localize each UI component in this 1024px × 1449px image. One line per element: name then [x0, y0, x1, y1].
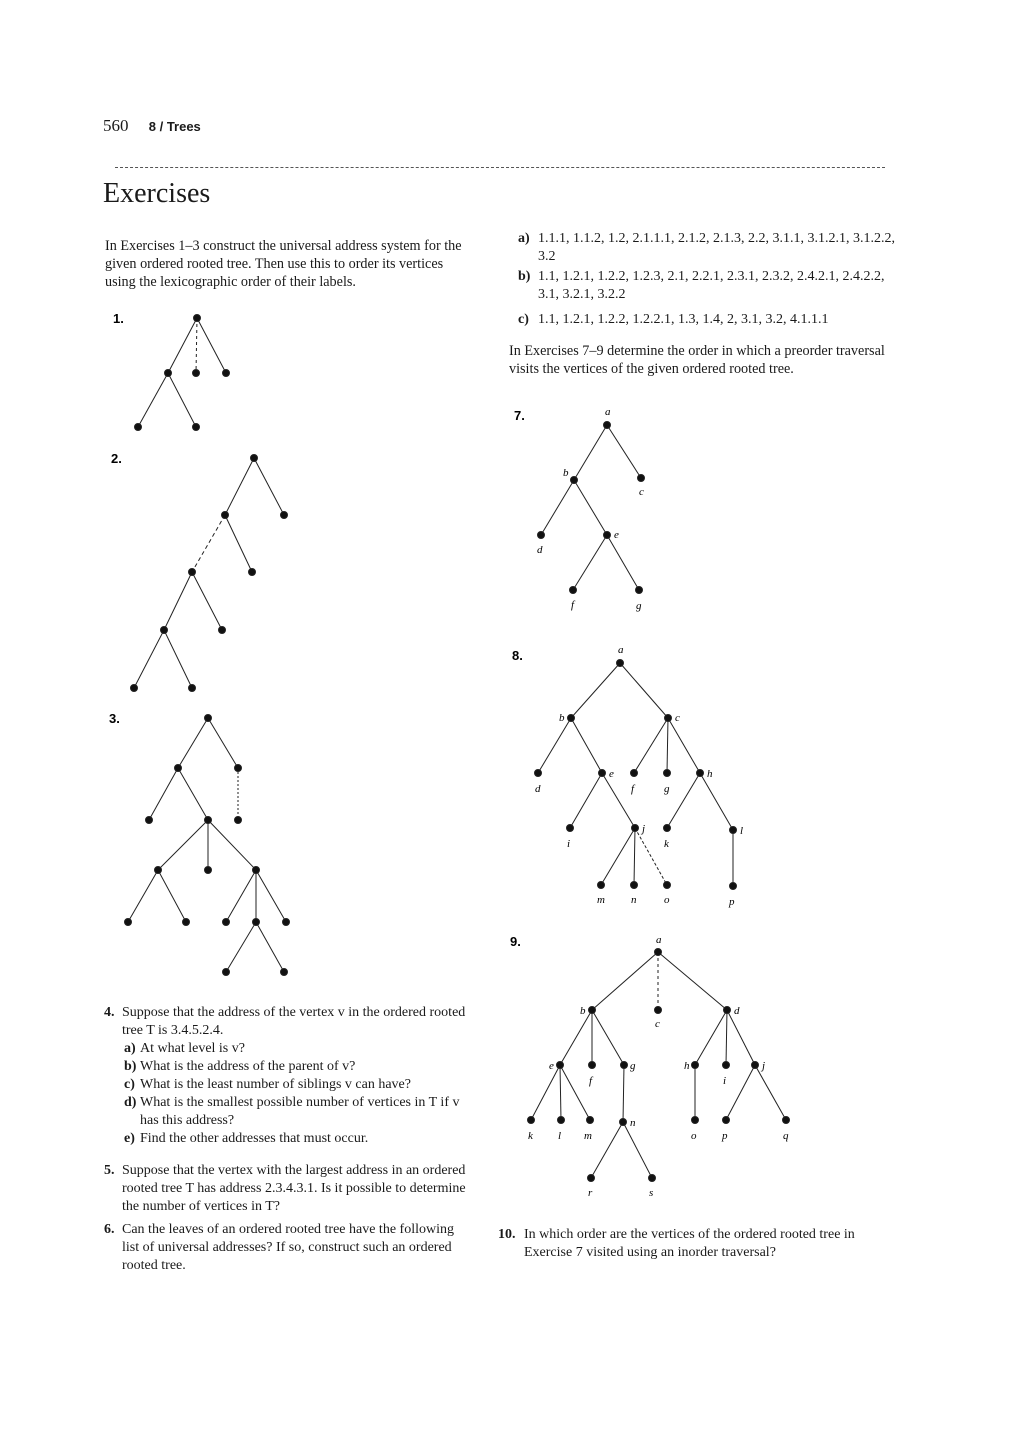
- tree-8-node: [664, 770, 671, 777]
- tree-2: [131, 455, 288, 692]
- tree-9-node: [589, 1007, 596, 1014]
- tree-2-node: [281, 512, 288, 519]
- vertex-label: j: [642, 823, 646, 835]
- list-key: c): [518, 312, 529, 327]
- tree-1-node: [223, 370, 230, 377]
- tree-8-node: [617, 660, 624, 667]
- vertex-label: f: [631, 783, 635, 795]
- figure-number-2: 2.: [111, 451, 122, 466]
- tree-3-node: [235, 817, 242, 824]
- exercise-4: [104, 1004, 474, 1148]
- intro-exercises-7-9: In Exercises 7–9 determine the order in which a preorder traversal visits the vertices of the given ordered rooted tree.: [509, 343, 885, 377]
- tree-3-node: [223, 969, 230, 976]
- vertex-label: i: [723, 1075, 727, 1087]
- exercise-number: 6.: [104, 1222, 115, 1237]
- vertex-label: d: [537, 544, 543, 556]
- vertex-label: i: [567, 838, 571, 850]
- exercise-10: [498, 1226, 876, 1262]
- vertex-label: l: [740, 825, 744, 837]
- vertex-label: a: [656, 934, 662, 946]
- tree-3-node: [205, 867, 212, 874]
- figure-number-9: 9.: [510, 934, 521, 949]
- section-title: Exercises: [103, 178, 211, 209]
- tree-3-node: [253, 919, 260, 926]
- vertex-label: r: [588, 1187, 593, 1199]
- vertex-label: f: [589, 1075, 593, 1087]
- tree-9-node: [655, 1007, 662, 1014]
- vertex-label: e: [614, 529, 619, 541]
- tree-8-node: [697, 770, 704, 777]
- exercise-4-part-c: c) What is the least number of siblings v can have?: [124, 1077, 411, 1092]
- tree-7-node: [570, 587, 577, 594]
- exercise-10-text: In which order are the vertices of the ordered rooted tree in Exercise 7 visited using an inorder traversal?: [524, 1227, 855, 1260]
- tree-1-node: [193, 424, 200, 431]
- tree-9-node: [783, 1117, 790, 1124]
- tree-1-node: [193, 370, 200, 377]
- list-key: b): [518, 269, 531, 284]
- tree-3-node: [205, 715, 212, 722]
- tree-3-node: [205, 817, 212, 824]
- intro-exercises-1-3: In Exercises 1–3 construct the universal address system for the given ordered rooted tree. Then use this to order its vertices using the lexicographic order of their labels.: [105, 238, 462, 290]
- tree-1-node: [165, 370, 172, 377]
- tree-9-node: [558, 1117, 565, 1124]
- tree-2-node: [251, 455, 258, 462]
- tree-8-node: [535, 770, 542, 777]
- tree-8-node: [568, 715, 575, 722]
- tree-7-node: [538, 532, 545, 539]
- tree-9-node: [588, 1175, 595, 1182]
- tree-2-node: [222, 512, 229, 519]
- vertex-label: j: [762, 1060, 766, 1072]
- tree-3-node: [125, 919, 132, 926]
- list-text: 1.1, 1.2.1, 1.2.2, 1.2.2.1, 1.3, 1.4, 2, 3.1, 3.2, 4.1.1.1: [538, 312, 829, 327]
- tree-7-node: [571, 477, 578, 484]
- exercise-4-part-e: e) Find the other addresses that must occur.: [124, 1131, 369, 1146]
- vertex-label: h: [707, 768, 713, 780]
- tree-9: [528, 949, 790, 1182]
- tree-7: [538, 422, 645, 594]
- vertex-label: d: [734, 1005, 740, 1017]
- vertex-label: h: [684, 1060, 690, 1072]
- tree-9-node: [723, 1062, 730, 1069]
- tree-2-node: [161, 627, 168, 634]
- exercise-4-part-b: b) What is the address of the parent of v?: [124, 1059, 356, 1074]
- vertex-label: e: [549, 1060, 554, 1072]
- tree-1: [135, 315, 230, 431]
- vertex-label: b: [559, 712, 565, 724]
- tree-9-node: [621, 1062, 628, 1069]
- vertex-label: s: [649, 1187, 654, 1199]
- tree-2-node: [219, 627, 226, 634]
- figure-number-8: 8.: [512, 648, 523, 663]
- tree-1-node: [194, 315, 201, 322]
- exercise-5-text: Suppose that the vertex with the largest address in an ordered rooted tree T has address 2.3.4.3.1. Is it possible to determine the number of vertices in T?: [122, 1163, 466, 1214]
- vertex-label: g: [636, 600, 642, 612]
- tree-3-node: [223, 919, 230, 926]
- vertex-label: c: [639, 486, 644, 498]
- tree-8-node: [664, 825, 671, 832]
- tree-8-node: [631, 882, 638, 889]
- list-text: 1.1.1, 1.1.2, 1.2, 2.1.1.1, 2.1.2, 2.1.3, 2.2, 3.1.1, 3.1.2.1, 3.1.2.2, 3.2: [538, 231, 895, 264]
- exercise-5: [104, 1162, 474, 1216]
- chapter-title: 8 / Trees: [148, 119, 201, 134]
- tree-8-node: [730, 883, 737, 890]
- vertex-label: k: [528, 1130, 533, 1142]
- exercise-number: 10.: [498, 1227, 516, 1242]
- tree-7-node: [604, 422, 611, 429]
- vertex-label: g: [664, 783, 670, 795]
- tree-9-node: [649, 1175, 656, 1182]
- tree-2-node: [189, 685, 196, 692]
- tree-2-node: [189, 569, 196, 576]
- tree-2-node: [131, 685, 138, 692]
- exercise-number: 5.: [104, 1163, 115, 1178]
- vertex-label: c: [675, 712, 680, 724]
- exercise-4-stem: Suppose that the address of the vertex v in the ordered rooted tree T is 3.4.5.2.4.: [122, 1005, 466, 1038]
- tree-9-node: [723, 1117, 730, 1124]
- tree-3-node: [253, 867, 260, 874]
- tree-9-node: [752, 1062, 759, 1069]
- tree-9-node: [655, 949, 662, 956]
- tree-7-node: [636, 587, 643, 594]
- tree-3-node: [281, 969, 288, 976]
- tree-8-node: [730, 827, 737, 834]
- tree-8-node: [567, 825, 574, 832]
- figure-number-3: 3.: [109, 711, 120, 726]
- vertex-label: m: [584, 1130, 592, 1142]
- vertex-label: o: [691, 1130, 697, 1142]
- tree-8-node: [665, 715, 672, 722]
- vertex-label: o: [664, 894, 670, 906]
- tree-9-node: [528, 1117, 535, 1124]
- tree-8-node: [631, 770, 638, 777]
- tree-8-node: [599, 770, 606, 777]
- vertex-label: q: [783, 1130, 789, 1142]
- tree-8-node: [598, 882, 605, 889]
- tree-1-node: [135, 424, 142, 431]
- tree-3-node: [175, 765, 182, 772]
- tree-3-node: [283, 919, 290, 926]
- vertex-label: m: [597, 894, 605, 906]
- vertex-label: n: [631, 894, 637, 906]
- tree-9-node: [587, 1117, 594, 1124]
- vertex-label: a: [605, 406, 611, 418]
- vertex-label: b: [563, 467, 569, 479]
- exercise-6: [104, 1221, 474, 1275]
- tree-9-node: [724, 1007, 731, 1014]
- tree-3-node: [146, 817, 153, 824]
- exercise-4-part-d: d) What is the smallest possible number of vertices in T if v has this address?: [124, 1095, 460, 1128]
- tree-3: [125, 715, 290, 976]
- vertex-label: g: [630, 1060, 636, 1072]
- figure-number-1: 1.: [113, 311, 124, 326]
- exercise-number: 4.: [104, 1005, 115, 1020]
- tree-7-node: [638, 475, 645, 482]
- vertex-label: c: [655, 1018, 660, 1030]
- vertex-label: e: [609, 768, 614, 780]
- tree-3-node: [183, 919, 190, 926]
- vertex-label: k: [664, 838, 669, 850]
- tree-3-node: [155, 867, 162, 874]
- vertex-label: d: [535, 783, 541, 795]
- tree-9-node: [692, 1117, 699, 1124]
- tree-9-node: [620, 1119, 627, 1126]
- exercise-6-text: Can the leaves of an ordered rooted tree have the following list of universal addresses? If so, construct such an ordered rooted tree.: [122, 1222, 454, 1273]
- tree-7-node: [604, 532, 611, 539]
- tree-2-node: [249, 569, 256, 576]
- vertex-label: l: [558, 1130, 562, 1142]
- page-number: 560: [103, 116, 129, 135]
- vertex-label: p: [722, 1130, 728, 1142]
- tree-8-node: [632, 825, 639, 832]
- vertex-label: f: [571, 599, 575, 611]
- tree-9-node: [557, 1062, 564, 1069]
- exercise-4-part-a: a) At what level is v?: [124, 1041, 245, 1056]
- list-text: 1.1, 1.2.1, 1.2.2, 1.2.3, 2.1, 2.2.1, 2.3.1, 2.3.2, 2.4.2.1, 2.4.2.2, 3.1, 3.2.1, 3.2.2: [538, 269, 885, 302]
- vertex-label: n: [630, 1117, 636, 1129]
- tree-9-node: [692, 1062, 699, 1069]
- vertex-label: b: [580, 1005, 586, 1017]
- tree-9-node: [589, 1062, 596, 1069]
- tree-3-node: [235, 765, 242, 772]
- vertex-label: a: [618, 644, 624, 656]
- figure-number-7: 7.: [514, 408, 525, 423]
- vertex-label: p: [729, 896, 735, 908]
- tree-8-node: [664, 882, 671, 889]
- list-key: a): [518, 231, 530, 246]
